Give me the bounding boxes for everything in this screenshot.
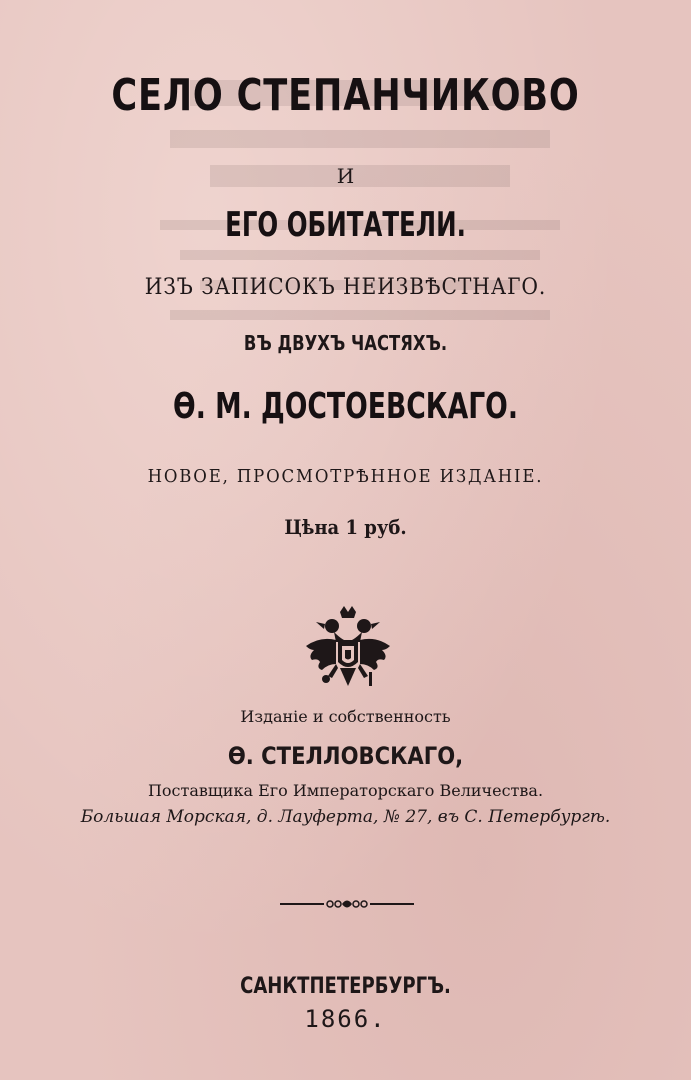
book-title: СЕЛО СТЕПАНЧИКОВО: [111, 70, 580, 121]
ornamental-divider-icon: [280, 894, 414, 914]
from-notes-line: ИЗЪ ЗАПИСОКЪ НЕИЗВѢСТНАГО.: [144, 275, 547, 300]
publisher-name: Ѳ. СТЕЛЛОВСКАГО,: [227, 742, 464, 770]
book-subtitle: ЕГО ОБИТАТЕЛИ.: [225, 205, 466, 245]
city-name: САНКТПЕТЕРБУРГЪ.: [240, 974, 451, 999]
conjunction: И: [336, 164, 355, 188]
publication-year: 1866.: [304, 1005, 387, 1033]
supplier-line: Поставщика Его Императорскаго Величества.: [147, 781, 544, 800]
double-headed-eagle-icon: [300, 602, 396, 698]
publisher-intro: Изданіе и собственность: [240, 707, 451, 726]
publisher-address: Большая Морская, д. Лауферта, № 27, въ С. Петербургѣ.: [80, 807, 611, 827]
edition-line: НОВОЕ, ПРОСМОТРѢННОЕ ИЗДАНІЕ.: [147, 466, 544, 487]
parts-line: ВЪ ДВУХЪ ЧАСТЯХЪ.: [243, 331, 448, 355]
price-line: Цѣна 1 руб.: [284, 515, 407, 539]
author-name: Ѳ. М. ДОСТОЕВСКАГО.: [173, 386, 518, 427]
